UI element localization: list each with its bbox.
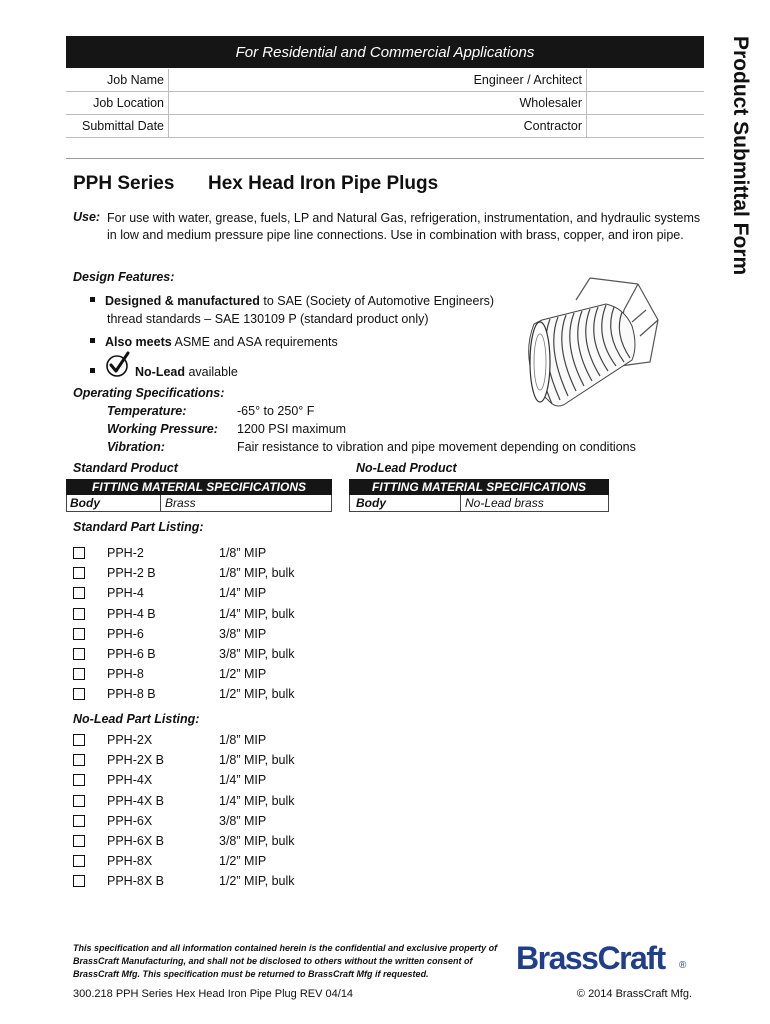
list-item <box>73 544 373 564</box>
vibration-value: Fair resistance to vibration and pipe movement depending on conditions <box>237 440 636 454</box>
list-item <box>73 685 373 705</box>
temperature-value: -65° to 250° F <box>237 404 315 418</box>
design-features-label: Design Features: <box>73 270 175 284</box>
part-description: 3/8” MIP <box>219 626 267 641</box>
part-description: 3/8” MIP <box>219 813 267 828</box>
standard-product-label: Standard Product <box>73 461 178 475</box>
part-description: 1/4” MIP <box>219 586 267 601</box>
part-description: 1/4” MIP, bulk <box>219 793 295 808</box>
bullet-marker <box>90 297 95 302</box>
job-location-label: Job Location <box>93 96 164 110</box>
part-number: PPH-8X B <box>107 874 164 889</box>
list-item <box>73 645 373 665</box>
part-number: PPH-8 B <box>107 687 156 702</box>
pressure-label: Working Pressure: <box>107 422 218 436</box>
part-checkbox[interactable] <box>73 835 85 847</box>
part-description: 1/4” MIP, bulk <box>219 606 295 621</box>
part-description: 1/2” MIP, bulk <box>219 687 295 702</box>
part-checkbox[interactable] <box>73 815 85 827</box>
confidentiality-notice: This specification and all information contained herein is the confidential and exclusive property of BrassCraft Manufacturing, and shall not be disclosed to others without the written consent of BrassCraft Mfg. This specification must be returned to BrassCraft Mfg if requested. <box>73 943 498 979</box>
registered-mark: ® <box>679 960 687 971</box>
table-header: FITTING MATERIAL SPECIFICATIONS <box>66 479 332 495</box>
nolead-part-list <box>73 731 373 893</box>
list-item <box>73 584 373 604</box>
bullet-3-bold: No-Lead <box>135 365 185 379</box>
brasscraft-logo <box>516 940 696 980</box>
part-description: 1/2” MIP <box>219 667 267 682</box>
list-item <box>73 832 373 852</box>
contractor-field[interactable] <box>586 115 705 137</box>
part-checkbox[interactable] <box>73 608 85 620</box>
bullet-marker <box>90 338 95 343</box>
temperature-label: Temperature: <box>107 404 187 418</box>
table-key: Body <box>356 496 386 510</box>
nolead-part-listing-label: No-Lead Part Listing: <box>73 712 200 726</box>
job-name-field[interactable] <box>168 69 437 91</box>
part-number: PPH-4X B <box>107 793 164 808</box>
part-number: PPH-6X <box>107 813 153 828</box>
part-number: PPH-4X <box>107 773 153 788</box>
design-bullet-1-line2: thread standards – SAE 130109 P (standard product only) <box>107 312 429 326</box>
submittal-date-field[interactable] <box>168 115 437 137</box>
part-description: 1/2” MIP <box>219 854 267 869</box>
part-checkbox[interactable] <box>73 668 85 680</box>
part-number: PPH-2X <box>107 733 153 747</box>
part-description: 1/8” MIP, bulk <box>219 753 295 768</box>
vibration-label: Vibration: <box>107 440 165 454</box>
part-number: PPH-8 <box>107 667 144 682</box>
document-reference: 300.218 PPH Series Hex Head Iron Pipe Plug REV 04/14 <box>73 988 354 1000</box>
copyright: © 2014 BrassCraft Mfg. <box>576 988 692 1000</box>
part-checkbox[interactable] <box>73 688 85 700</box>
part-description: 1/8” MIP, bulk <box>219 566 295 581</box>
contractor-label: Contractor <box>523 119 582 133</box>
table-row <box>349 495 609 512</box>
part-checkbox[interactable] <box>73 567 85 579</box>
list-item <box>73 625 373 645</box>
pipe-plug-illustration <box>520 270 665 420</box>
bullet-3-text: available <box>185 365 238 379</box>
standard-material-table <box>66 479 332 512</box>
header-row-job-location <box>66 92 704 115</box>
part-number: PPH-6 B <box>107 646 156 661</box>
part-description: 1/2” MIP, bulk <box>219 874 295 889</box>
part-number: PPH-4 <box>107 586 144 601</box>
list-item <box>73 751 373 771</box>
use-text: For use with water, grease, fuels, LP and Natural Gas, refrigeration, instrumentation, and hydraulic systems in low and medium pressure pipe line connections. Use in combination with brass, copper, and iron pipe. <box>107 211 701 242</box>
list-item <box>73 771 373 791</box>
part-checkbox[interactable] <box>73 875 85 887</box>
list-item <box>73 731 373 751</box>
bullet-marker <box>90 368 95 373</box>
part-checkbox[interactable] <box>73 774 85 786</box>
wholesaler-field[interactable] <box>586 92 705 114</box>
table-value: Brass <box>160 495 196 511</box>
job-name-label: Job Name <box>107 73 164 87</box>
engineer-architect-field[interactable] <box>586 69 705 91</box>
design-bullet-3-text <box>135 363 238 381</box>
design-bullet-1 <box>90 292 530 310</box>
job-location-field[interactable] <box>168 92 437 114</box>
part-number: PPH-4 B <box>107 606 156 621</box>
submittal-date-label: Submittal Date <box>82 119 164 133</box>
table-header: FITTING MATERIAL SPECIFICATIONS <box>349 479 609 495</box>
part-checkbox[interactable] <box>73 628 85 640</box>
wholesaler-label: Wholesaler <box>519 96 582 110</box>
list-item <box>73 605 373 625</box>
list-item <box>73 872 373 892</box>
side-title <box>702 36 762 326</box>
logo-text: BrassCraft <box>516 940 665 976</box>
design-bullet-3 <box>90 363 105 381</box>
standard-part-listing-label: Standard Part Listing: <box>73 520 204 534</box>
part-checkbox[interactable] <box>73 855 85 867</box>
list-item <box>73 812 373 832</box>
part-number: PPH-6X B <box>107 833 164 848</box>
bullet-2-text: ASME and ASA requirements <box>171 335 338 349</box>
part-description: 1/8” MIP <box>219 733 267 747</box>
header-banner: For Residential and Commercial Applications <box>66 36 704 68</box>
pressure-value: 1200 PSI maximum <box>237 422 347 436</box>
table-value: No-Lead brass <box>460 495 544 511</box>
part-number: PPH-2 B <box>107 566 156 581</box>
bullet-1-bold: Designed & manufactured <box>105 294 260 308</box>
bullet-1-text: to SAE (Society of Automotive Engineers) <box>259 294 495 308</box>
part-checkbox[interactable] <box>73 587 85 599</box>
series-name: PPH Series <box>73 173 175 194</box>
side-title-text: Product Submittal Form <box>729 36 752 276</box>
part-number: PPH-2X B <box>107 753 164 768</box>
nolead-product-label: No-Lead Product <box>356 461 457 475</box>
list-item <box>73 792 373 812</box>
part-checkbox[interactable] <box>73 795 85 807</box>
table-row <box>66 495 332 512</box>
design-bullet-2 <box>90 333 338 351</box>
part-description: 3/8” MIP, bulk <box>219 833 295 848</box>
list-item <box>73 852 373 872</box>
part-number: PPH-2 <box>107 546 144 560</box>
engineer-architect-label: Engineer / Architect <box>473 73 582 87</box>
list-item <box>73 564 373 584</box>
section-divider <box>66 158 704 159</box>
part-description: 1/8” MIP <box>219 546 267 560</box>
nolead-material-table <box>349 479 609 512</box>
product-title: Hex Head Iron Pipe Plugs <box>208 173 439 194</box>
bullet-2-bold: Also meets <box>105 335 172 349</box>
header-row-submittal-date <box>66 115 704 138</box>
use-label: Use: <box>73 210 101 224</box>
standard-part-list <box>73 544 373 706</box>
checkmark-circle-icon <box>104 350 134 378</box>
part-checkbox[interactable] <box>73 648 85 660</box>
table-key: Body <box>70 496 100 510</box>
operating-spec-label: Operating Specifications: <box>73 386 225 400</box>
part-checkbox[interactable] <box>73 754 85 766</box>
part-description: 1/4” MIP <box>219 773 267 788</box>
header-row-job-name <box>66 69 704 92</box>
part-checkbox[interactable] <box>73 734 85 746</box>
part-number: PPH-6 <box>107 626 144 641</box>
part-number: PPH-8X <box>107 854 153 869</box>
list-item <box>73 665 373 685</box>
part-checkbox[interactable] <box>73 547 85 559</box>
part-description: 3/8” MIP, bulk <box>219 646 295 661</box>
